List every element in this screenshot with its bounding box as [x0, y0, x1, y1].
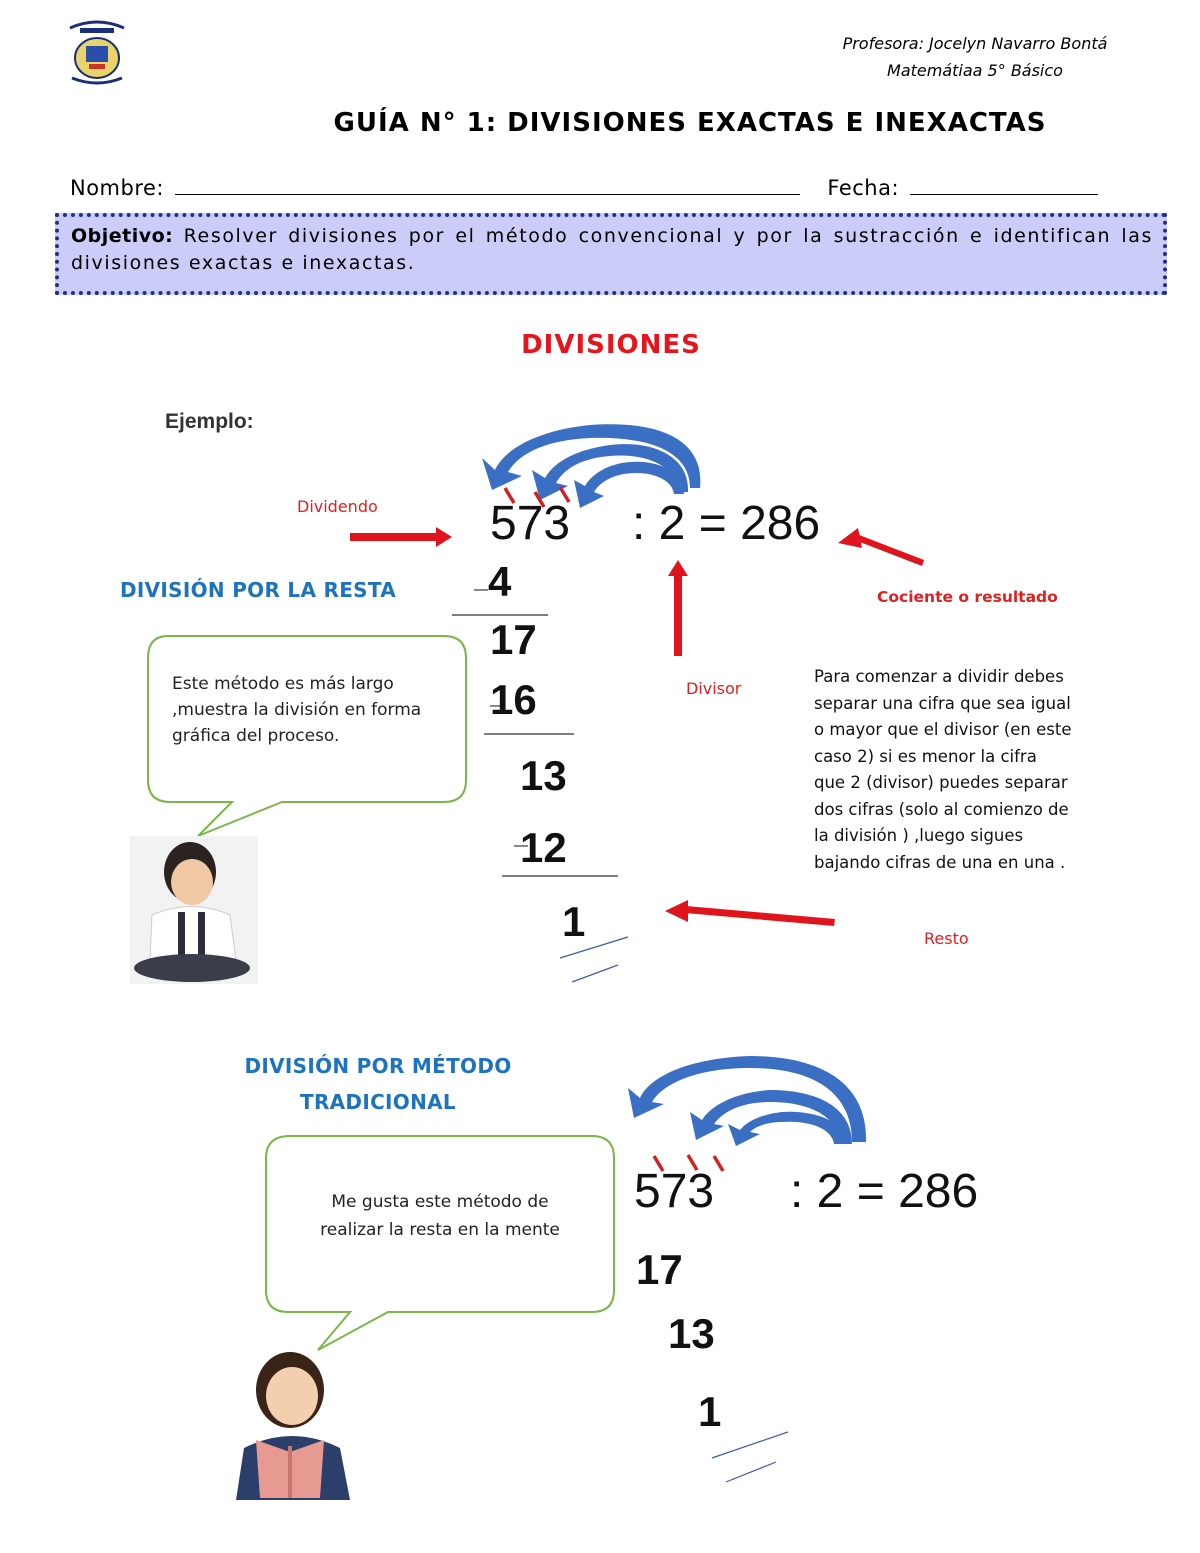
- dividend-arrow: [350, 527, 452, 547]
- method-traditional-title: [220, 1048, 536, 1120]
- subject-label: Matemátiaa 5° Básico: [887, 61, 1063, 80]
- objective-label: Objetivo:: [71, 225, 174, 247]
- quotient-label: Cociente o resultado: [877, 588, 1058, 606]
- traditional-remainder: 1: [698, 1388, 722, 1435]
- quotient-arrow: [838, 528, 924, 566]
- remainder-label: Resto: [924, 929, 969, 948]
- bubble-1-line: ,muestra la división en forma: [172, 700, 422, 720]
- date-label: Fecha:: [827, 176, 900, 200]
- instruction-note: [814, 664, 1174, 876]
- step-remainder: 1: [562, 898, 586, 945]
- method-subtraction-title: DIVISIÓN POR LA RESTA: [120, 578, 397, 602]
- girl-reading-picture: [236, 1352, 350, 1500]
- step-2: 17: [490, 616, 537, 663]
- example-label: Ejemplo:: [165, 410, 254, 433]
- division-expression-bottom: : 2 = 286: [790, 1165, 979, 1218]
- remainder-arrow: [665, 900, 835, 926]
- boy-thinking-picture: [130, 836, 258, 984]
- method-traditional-title-line2: TRADICIONAL: [300, 1090, 456, 1114]
- bubble-2-text: [300, 1188, 580, 1244]
- note-line: o mayor que el divisor (en este: [814, 720, 1072, 739]
- bubble-1-line: Este método es más largo: [172, 674, 394, 694]
- bubble-1-line: gráfica del proceso.: [172, 726, 340, 746]
- step-4: 13: [520, 752, 567, 799]
- note-line: bajando cifras de una en una .: [814, 852, 1066, 872]
- section-title: DIVISIONES: [521, 330, 701, 360]
- blue-curved-arrows-bottom: [628, 1056, 866, 1146]
- divisor-label: Divisor: [686, 679, 742, 698]
- dividend-label: Dividendo: [297, 497, 378, 516]
- traditional-step-2: 13: [668, 1310, 715, 1357]
- objective-text: Resolver divisiones por el método convencional y por la sustracción e identifican las divisiones exactas e inexactas.: [71, 225, 1153, 274]
- double-underline-bottom: [712, 1432, 788, 1482]
- name-label: Nombre:: [70, 176, 165, 200]
- division-expression-top: : 2 = 286: [632, 497, 821, 550]
- bubble-2-line: realizar la resta en la mente: [320, 1220, 560, 1240]
- bubble-1-text: [172, 671, 452, 749]
- step-1: 4: [488, 558, 512, 605]
- note-line: que 2 (divisor) puedes separar: [814, 773, 1068, 792]
- step-5: 12: [520, 824, 567, 871]
- step-3: 16: [490, 676, 537, 723]
- note-line: caso 2) si es menor la cifra: [814, 746, 1037, 766]
- teacher-name: Profesora: Jocelyn Navarro Bontá: [842, 34, 1108, 53]
- divisor-arrow: [668, 560, 688, 656]
- method-traditional-title-line1: DIVISIÓN POR MÉTODO: [244, 1054, 512, 1078]
- bubble-2-line: Me gusta este método de: [331, 1192, 549, 1212]
- note-line: dos cifras (solo al comienzo de: [814, 799, 1069, 819]
- page-title: GUÍA N° 1: DIVISIONES EXACTAS E INEXACTAS: [333, 108, 1047, 138]
- traditional-step-1: 17: [636, 1246, 683, 1293]
- dividend-number-bottom: 573: [634, 1165, 715, 1218]
- note-line: la división ) ,luego sigues: [814, 826, 1024, 845]
- note-line: Para comenzar a dividir debes: [814, 667, 1064, 686]
- note-line: separar una cifra que sea igual: [814, 693, 1071, 713]
- dividend-number-top: 573: [490, 497, 571, 550]
